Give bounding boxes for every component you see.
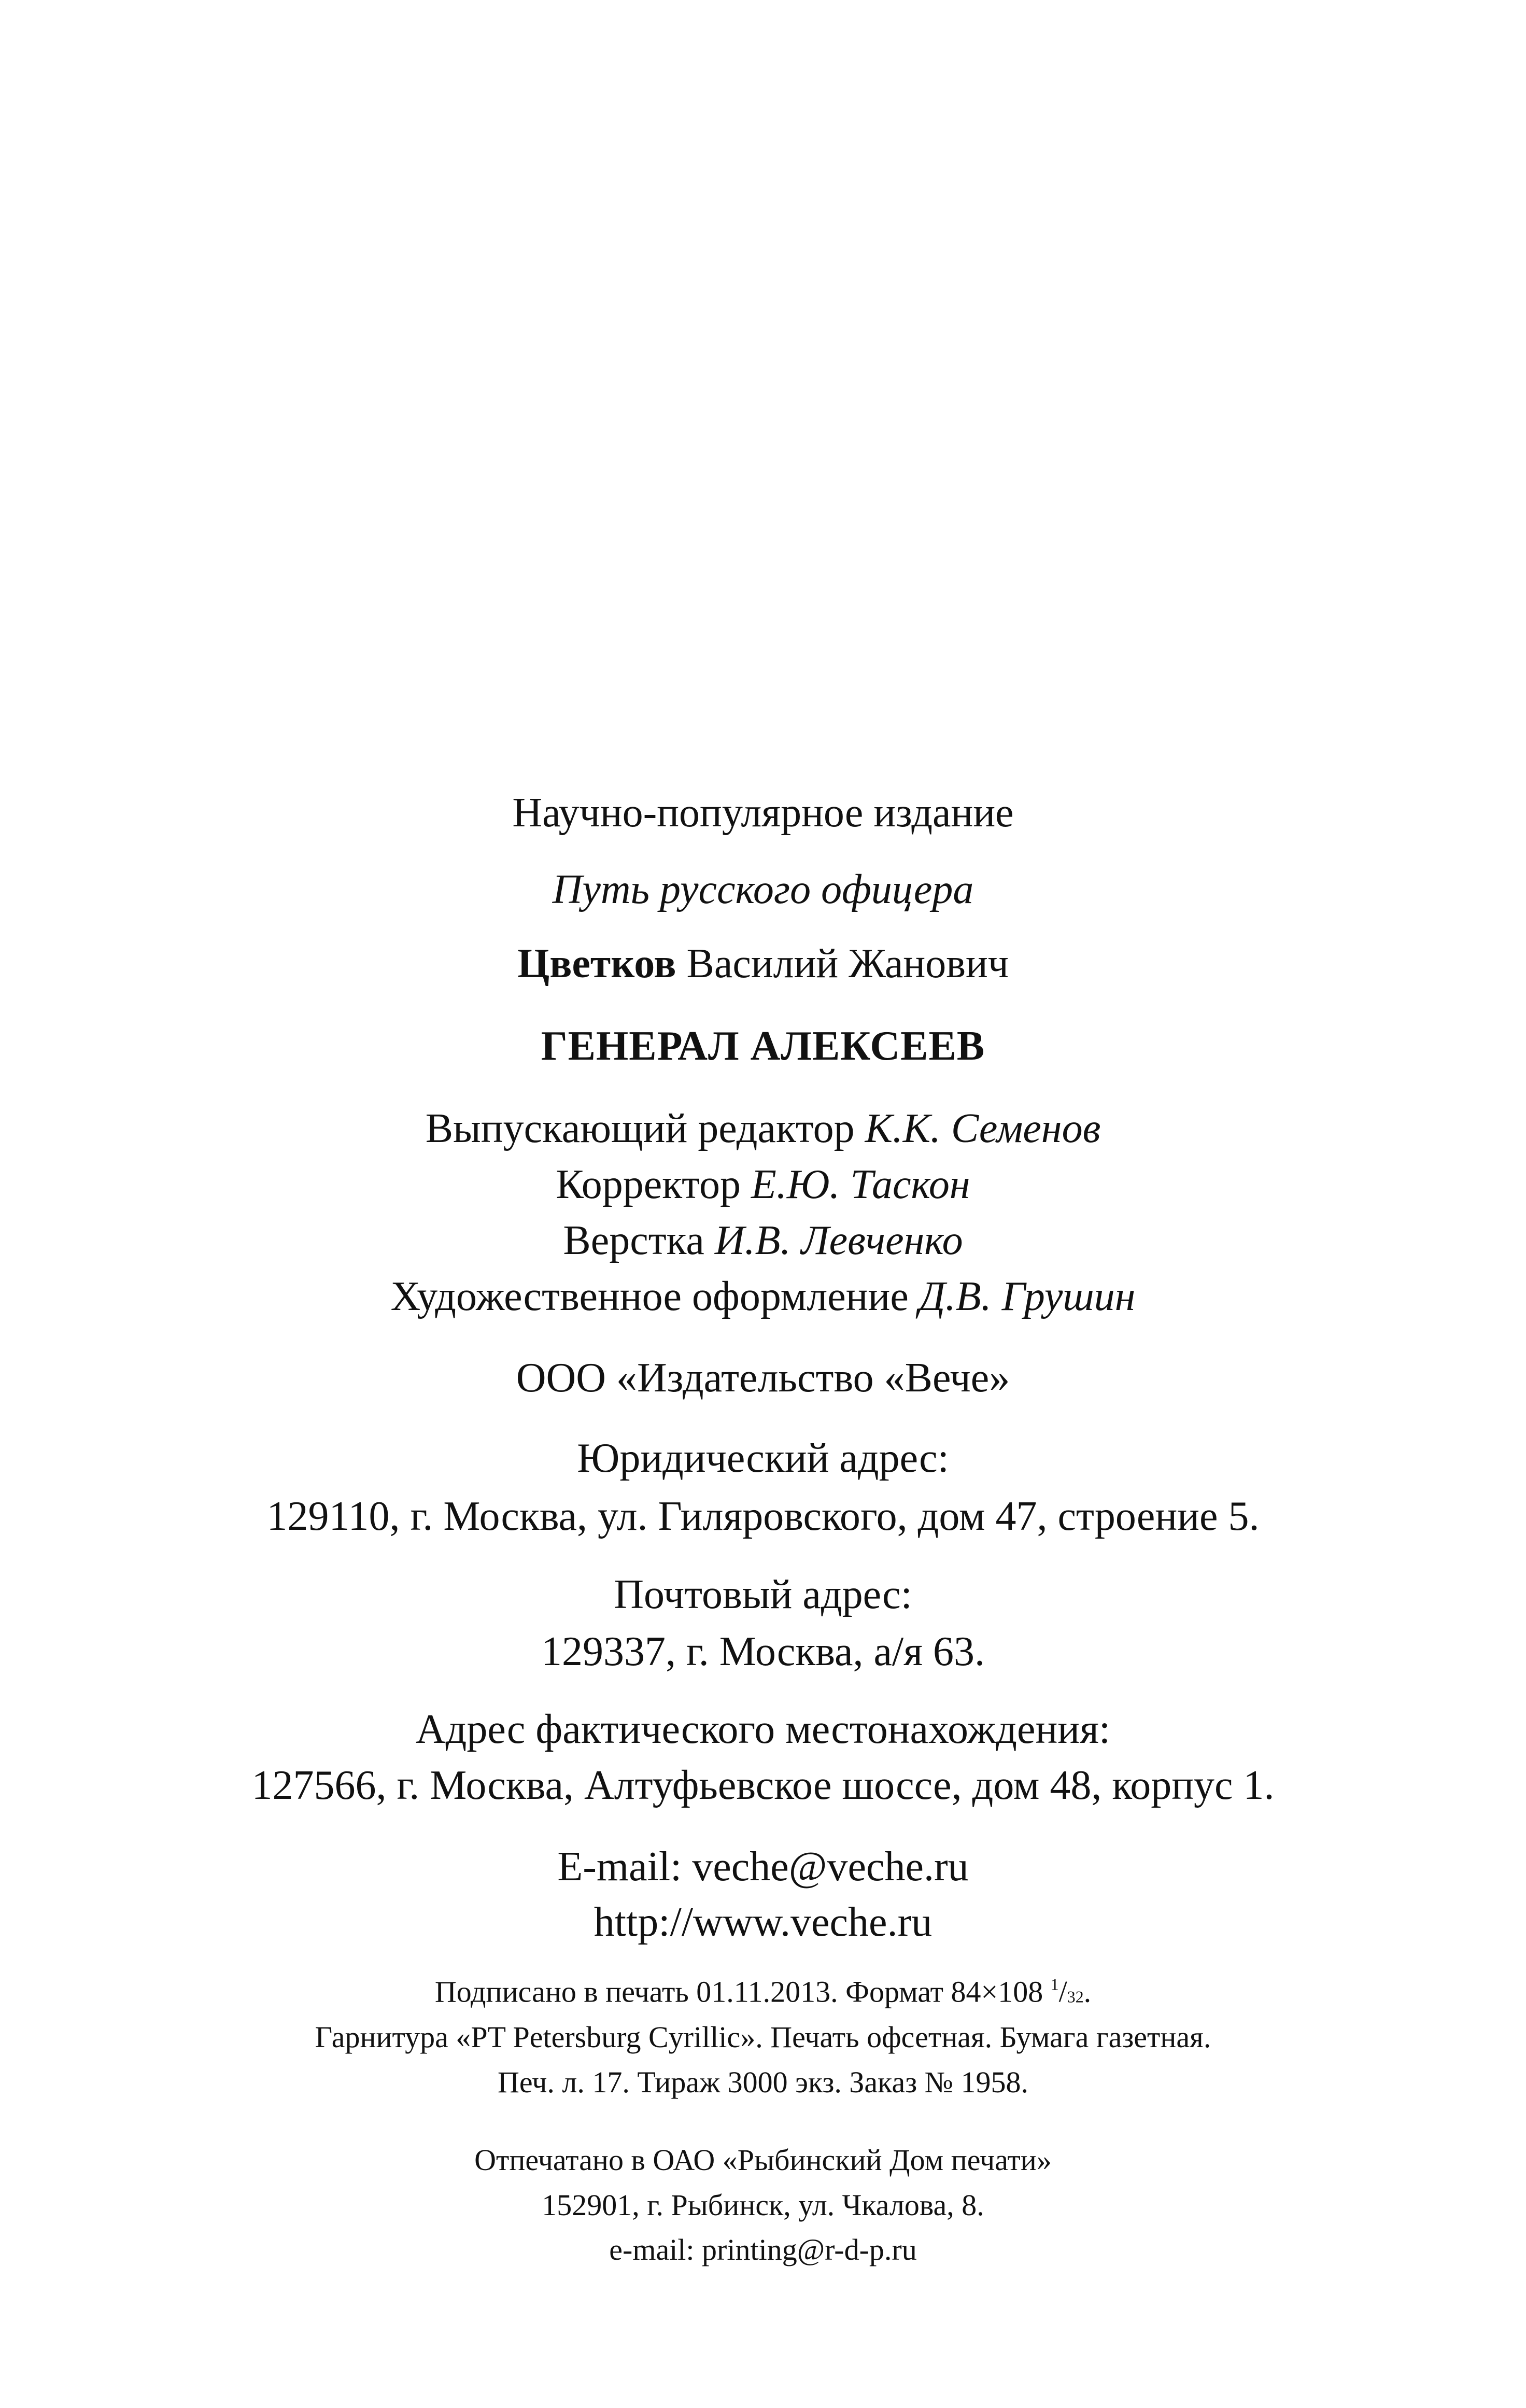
book-title: ГЕНЕРАЛ АЛЕКСЕЕВ xyxy=(541,1023,985,1069)
printer-address: 152901, г. Рыбинск, ул. Чкалова, 8. xyxy=(542,2188,984,2222)
print-signed-text: Подписано в печать 01.11.2013. Формат 84×108 xyxy=(434,1975,1043,2009)
credit-art-design xyxy=(0,1276,1526,1317)
credit-name: Д.В. Грушин xyxy=(919,1274,1136,1319)
credit-layout xyxy=(0,1220,1526,1261)
author-line xyxy=(0,941,1526,987)
format-fraction-denominator: 32 xyxy=(1067,1988,1084,2006)
author-surname: Цветков xyxy=(517,941,676,987)
genre-line: Научно-популярное издание xyxy=(512,790,1014,836)
publisher-email: E-mail: veche@veche.ru xyxy=(557,1844,969,1890)
postal-address-label: Почтовый адрес: xyxy=(614,1572,912,1617)
legal-address-label: Юридический адрес: xyxy=(577,1435,949,1481)
postal-address-value: 129337, г. Москва, а/я 63. xyxy=(541,1629,985,1674)
credit-role: Верстка xyxy=(563,1218,704,1263)
credit-name: И.В. Левченко xyxy=(714,1218,963,1263)
format-fraction-numerator: 1 xyxy=(1050,1976,1059,1994)
print-signed-line xyxy=(0,1977,1526,2007)
credit-name: К.К. Семенов xyxy=(865,1106,1101,1151)
actual-address-value: 127566, г. Москва, Алтуфьевское шоссе, дом 48, корпус 1. xyxy=(251,1763,1275,1808)
credit-role: Корректор xyxy=(556,1162,741,1207)
credit-executive-editor xyxy=(0,1108,1526,1149)
credit-role: Художественное оформление xyxy=(390,1274,909,1319)
publisher-name: ООО «Издательство «Вече» xyxy=(516,1355,1010,1401)
format-fraction: $^1$/32 xyxy=(1050,1975,1084,2009)
publisher-website: http://www.veche.ru xyxy=(594,1899,932,1945)
typeface-line: Гарнитура «PT Petersburg Cyrillic». Печать офсетная. Бумага газетная. xyxy=(315,2020,1211,2054)
printer-email: e-mail: printing@r-d-p.ru xyxy=(609,2233,917,2266)
author-given-names: Василий Жанович xyxy=(686,941,1009,987)
print-signed-suffix: . xyxy=(1083,1975,1092,2009)
print-run-line: Печ. л. 17. Тираж 3000 экз. Заказ № 1958. xyxy=(498,2065,1028,2099)
credit-proofreader xyxy=(0,1164,1526,1205)
credit-role: Выпускающий редактор xyxy=(425,1106,855,1151)
printer-name: Отпечатано в ОАО «Рыбинский Дом печати» xyxy=(474,2143,1052,2177)
credit-name: Е.Ю. Таскон xyxy=(751,1162,970,1207)
series-title: Путь русского офицера xyxy=(552,867,974,912)
legal-address-value: 129110, г. Москва, ул. Гиляровского, дом 47, строение 5. xyxy=(266,1494,1260,1539)
actual-address-label: Адрес фактического местонахождения: xyxy=(415,1707,1111,1752)
